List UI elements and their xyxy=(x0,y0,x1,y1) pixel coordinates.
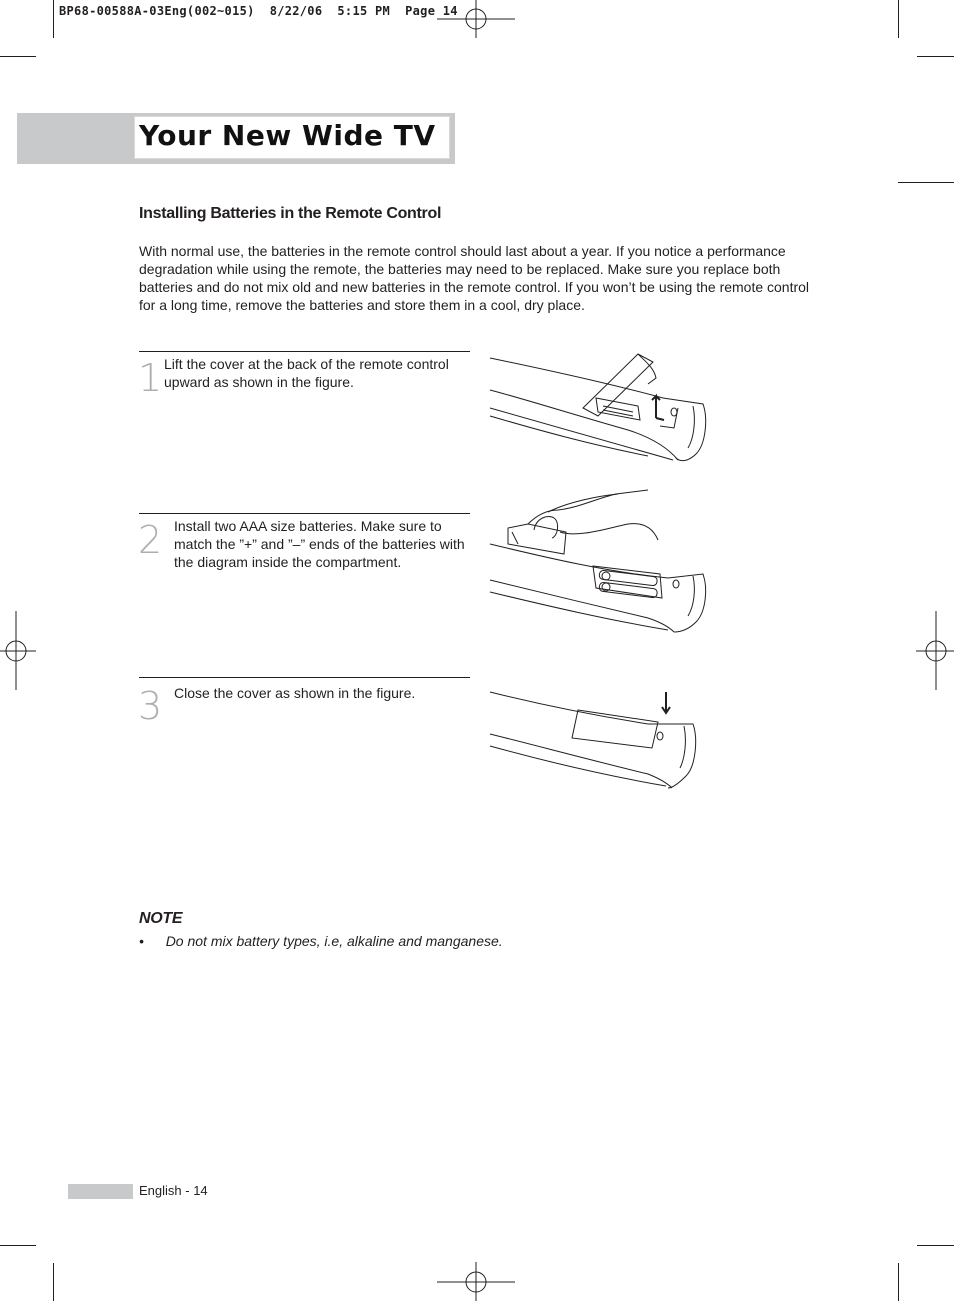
step-3-rule xyxy=(139,677,470,678)
step-1-text: Lift the cover at the back of the remote control upward as shown in the figure. xyxy=(164,356,449,390)
registration-mark-top xyxy=(437,0,517,40)
intro-paragraph: With normal use, the batteries in the remote control should last about a year. If you notice a performance degradation while using the remote, the batteries may need to be replaced. Make sure you replace both batteries and do not mix old and new batteries in the remote control. If you won’t be using the remote control for a long time, remove the batteries and store them in a cool, dry place. xyxy=(139,243,810,313)
step-2-text: Install two AAA size batteries. Make sure to match the ”+” and ”–” ends of the batteries with the diagram inside the compartment. xyxy=(174,518,465,570)
registration-mark-bottom xyxy=(437,1262,517,1302)
registration-mark-right xyxy=(914,611,954,691)
print-slug: BP68-00588A-03Eng(002~015) 8/22/06 5:15 PM Page 14 xyxy=(59,4,458,18)
remote-open-cover-illustration xyxy=(488,348,713,468)
footer-bar xyxy=(68,1184,133,1199)
remote-close-cover-illustration xyxy=(488,688,703,792)
page-title: Your New Wide TV xyxy=(139,119,436,152)
note-bullet-item xyxy=(139,932,503,950)
step-3-text: Close the cover as shown in the figure. xyxy=(174,685,416,701)
step-2-number: 2 xyxy=(138,518,163,562)
step-1-rule xyxy=(139,351,470,352)
step-2-rule xyxy=(139,513,470,514)
section-title: Installing Batteries in the Remote Control xyxy=(139,205,442,222)
remote-install-batteries-illustration xyxy=(488,488,713,636)
registration-mark-left xyxy=(0,611,40,691)
note-text: Do not mix battery types, i.e, alkaline and manganese. xyxy=(165,933,503,949)
page-number: English - 14 xyxy=(139,1183,208,1198)
step-3-number: 3 xyxy=(138,684,163,728)
note-bullet: • xyxy=(139,933,144,949)
step-1-number: 1 xyxy=(138,356,163,400)
note-title: NOTE xyxy=(139,910,183,927)
